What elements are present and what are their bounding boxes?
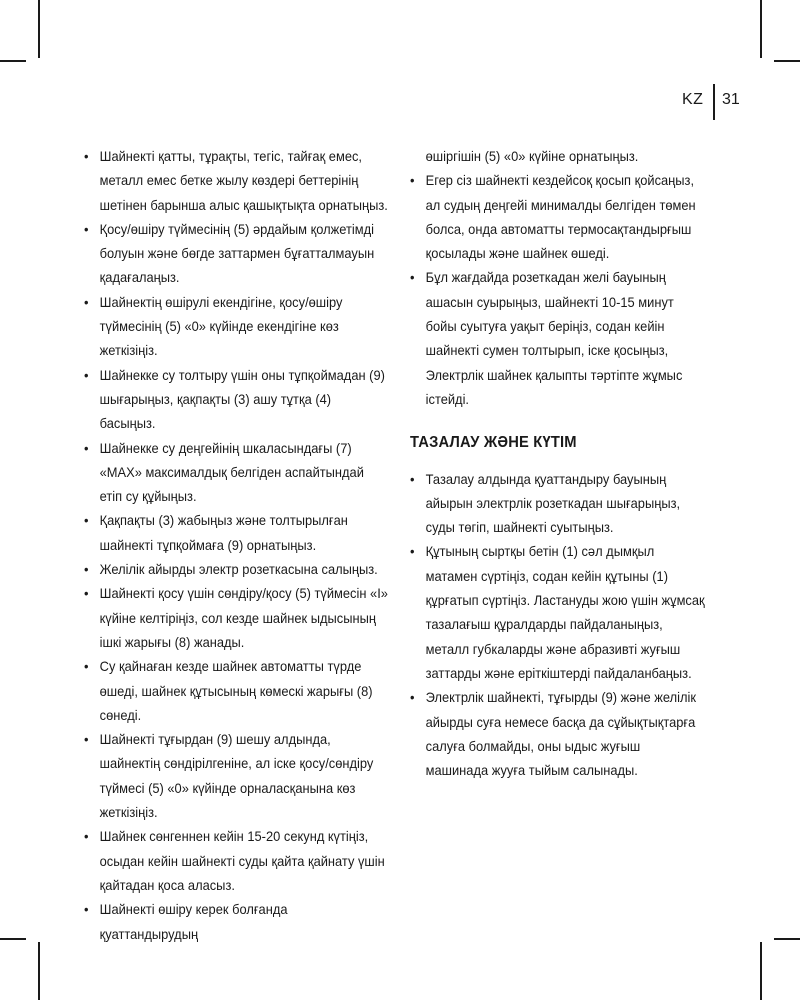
list-item xyxy=(84,824,389,897)
list-item xyxy=(84,363,389,436)
list-item-text: Қосу/өшіру түймесінің (5) әрдайым қолжетімді болуын және бөгде заттармен бұғатталмауын қадағалаңыз. xyxy=(99,220,375,286)
bullet: • xyxy=(410,269,415,286)
language-code: KZ xyxy=(682,91,704,108)
list-item-text: Электрлік шайнекті, тұғырды (9) және желілік айырды суға немесе басқа да сұйықтықтарға салуға болмайды, оны ыдыс жуғыш машинада жууға тыйым салынады. xyxy=(425,689,697,779)
cleaning-list xyxy=(410,467,706,783)
crop-mark xyxy=(0,60,26,62)
list-item xyxy=(84,508,389,557)
list-item-text: Құтының сыртқы бетін (1) сәл дымқыл матамен сүртіңіз, содан кейін құтыны (1) құрғатып сүртіңіз. Ластануды жою үшін жұмсақ тазалағыш құралдарды пайдаланыңыз, металл губкаларды және абразивті жуғыш заттарды және еріткіштерді пайдаланбаңыз. xyxy=(425,543,705,681)
list-item-text: Шайнекке су толтыру үшін оны тұпқоймадан (9) шығарыңыз, қақпақты (3) ашу тұтқа (4) басыңыз. xyxy=(99,366,385,432)
list-item xyxy=(410,467,706,540)
list-item-text: Тазалау алдында қуаттандыру бауының айырын электрлік розеткадан шығарыңыз, суды төгіп, шайнекті суытыңыз. xyxy=(425,470,681,536)
crop-mark xyxy=(774,60,800,62)
list-item xyxy=(84,436,389,509)
bullet: • xyxy=(410,470,415,487)
list-item xyxy=(410,168,706,265)
list-item xyxy=(84,144,389,217)
bullet: • xyxy=(84,901,89,918)
list-item-text: Қақпақты (3) жабыңыз және толтырылған шайнекті тұпқоймаға (9) орнатыңыз. xyxy=(99,512,348,553)
crop-mark xyxy=(0,938,26,940)
page-number: 31 xyxy=(722,91,740,108)
crop-mark xyxy=(760,942,762,1000)
list-item xyxy=(84,727,389,824)
crop-mark xyxy=(760,0,762,58)
bullet: • xyxy=(84,293,89,310)
list-item xyxy=(84,654,389,727)
bullet: • xyxy=(84,658,89,675)
bullet: • xyxy=(84,439,89,456)
bullet: • xyxy=(84,585,89,602)
bullet: • xyxy=(84,220,89,237)
bullet: • xyxy=(410,543,415,560)
section-heading: ТАЗАЛАУ ЖӘНЕ КҮТІМ xyxy=(410,434,577,452)
bullet: • xyxy=(84,148,89,164)
list-item-text: Шайнекті қатты, тұрақты, тегіс, тайғақ емес, металл емес бетке жылу көздері беттерінің шетінен барынша алыс қашықтықта орнатыңыз. xyxy=(99,148,388,213)
bullet: • xyxy=(84,731,89,748)
header-divider xyxy=(713,84,715,120)
list-item-text: Су қайнаған кезде шайнек автоматты түрде өшеді, шайнек құтысының көмескі жарығы (8) сөнеді. xyxy=(99,658,373,723)
crop-mark xyxy=(774,938,800,940)
bullet: • xyxy=(84,828,89,845)
list-item-text: Шайнектің өшірулі екендігіне, қосу/өшіру түймесінің (5) «0» күйінде екендігіне көз жеткізіңіз. xyxy=(99,293,343,359)
instruction-list xyxy=(410,168,706,411)
list-item-text: Шайнек сөнгеннен кейін 15-20 секунд күтіңіз, осыдан кейін шайнекті суды қайта қайнату үшін қайтадан қоса аласыз. xyxy=(99,828,385,893)
bullet: • xyxy=(410,689,415,706)
list-item-text: Бұл жағдайда розеткадан желі бауының ашасын суырыңыз, шайнекті 10-15 минут бойы суытуға уақыт беріңіз, содан кейін шайнекті сумен толтырып, іске қосыңыз, Электрлік шайнек қалыпты тәртіпте жұмыс істейді. xyxy=(425,269,683,407)
left-column xyxy=(84,144,389,946)
list-item xyxy=(84,557,389,581)
list-item-text: Шайнекті өшіру керек болғанда қуаттандырудың xyxy=(99,901,288,942)
right-column xyxy=(410,144,706,782)
list-item-text: Шайнекті қосу үшін сөндіру/қосу (5) түймесін «I» күйіне келтіріңіз, сол кезде шайнек ыдысының ішкі жарығы (8) жанады. xyxy=(99,585,388,650)
list-item-text: Шайнекті тұғырдан (9) шешу алдында, шайнектің сөндірілгеніне, ал іске қосу/сөндіру түймесі (5) «0» күйінде орналасқанына көз жеткізіңіз. xyxy=(99,731,374,821)
list-item-text: Егер сіз шайнекті кездейсоқ қосып қойсаңыз, ал судың деңгейі минималды белгіден төмен болса, онда автоматты термосақтандырғыш қосылады және шайнек өшеді. xyxy=(425,172,696,262)
crop-mark xyxy=(38,0,40,58)
list-item xyxy=(84,581,389,654)
list-item xyxy=(410,685,706,782)
list-item-text: Желілік айырды электр розеткасына салыңыз. xyxy=(99,561,378,578)
list-item xyxy=(84,290,389,363)
bullet: • xyxy=(84,366,89,383)
continued-text: өшіргішін (5) «0» күйіне орнатыңыз. xyxy=(425,148,639,164)
list-item xyxy=(84,217,389,290)
bullet: • xyxy=(410,172,415,189)
list-item xyxy=(84,897,389,946)
instruction-list xyxy=(84,144,389,946)
list-item xyxy=(410,539,706,685)
crop-mark xyxy=(38,942,40,1000)
list-item xyxy=(410,265,706,411)
bullet: • xyxy=(84,561,89,578)
list-item-text: Шайнекке су деңгейінің шкаласындағы (7) «MAX» максималдық белгіден аспайтындай етіп су құйыңыз. xyxy=(99,439,364,505)
bullet: • xyxy=(84,512,89,529)
